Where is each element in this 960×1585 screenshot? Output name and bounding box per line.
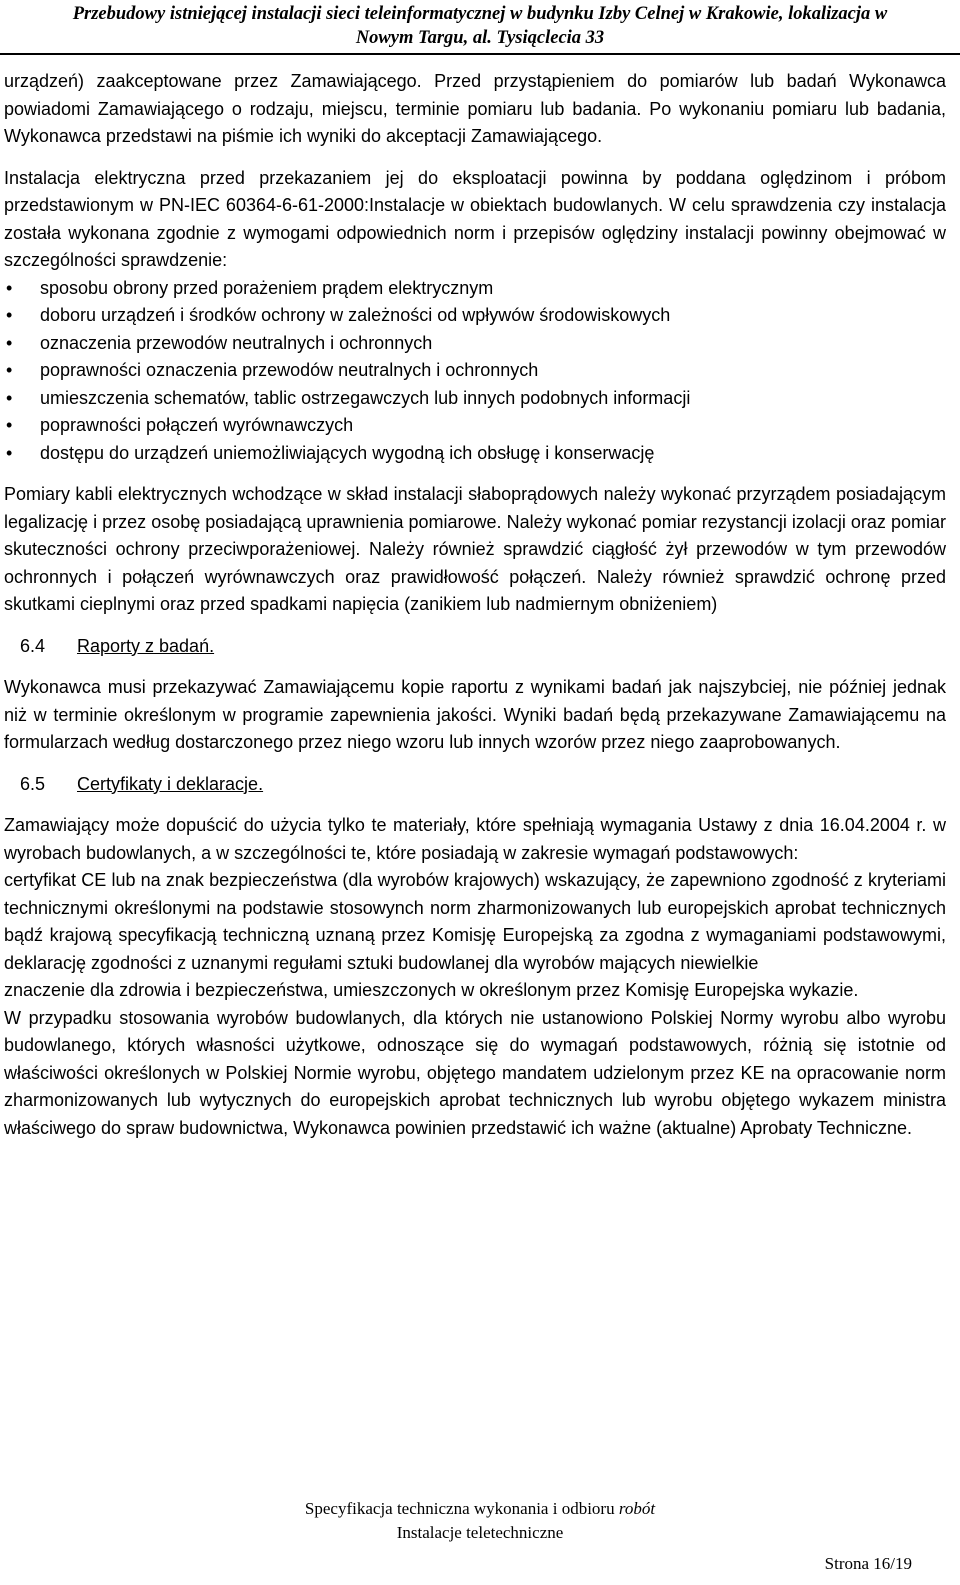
header-line-1: Przebudowy istniejącej instalacji sieci teleinformatycznej w budynku Izby Celnej w Krakowie, lokalizacja w bbox=[72, 4, 888, 24]
header-line-2: Nowym Targu, al. Tysiąclecia 33 bbox=[355, 28, 605, 48]
section-number: 6.5 bbox=[20, 773, 46, 794]
paragraph: W przypadku stosowania wyrobów budowlanych, dla których nie ustanowiono Polskiej Normy wyrobu albo wyrobu budowlanego, których własności użytkowe, odnoszące się do wymagań podstawowych, różnią się istotnie od właściwości określonych w Polskiej Normie wyrobu, objętego mandatem udzielonym przez KE na opracowanie norm zharmonizowanych lub wytycznych do europejskich aprobat technicznych lub wyrobu objętego wykazem ministra właściwego do spraw budownictwa, Wykonawca powinien przedstawić ich ważne (aktualne) Aprobaty Techniczne. bbox=[4, 1007, 946, 1138]
bullet-icon: • bbox=[6, 305, 13, 325]
bullet-icon: • bbox=[6, 415, 13, 435]
paragraph: Instalacja elektryczna przed przekazaniem jej do eksploatacji powinna by poddana oględzinom i próbom przedstawionym w PN-IEC 60364-6-61-2000:Instalacje w obiektach budowlanych. W celu sprawdzenia czy instalacja została wykonana zgodnie z wymogami odpowiednich norm i przepisów oględziny instalacji powinny obejmować w szczególności sprawdzenie: bbox=[4, 167, 946, 270]
page-header bbox=[0, 2, 960, 50]
footer-line-1 bbox=[0, 1497, 960, 1521]
list-item-text: poprawności połączeń wyrównawczych bbox=[40, 415, 354, 435]
section-title: Certyfikaty i deklaracje. bbox=[77, 773, 264, 794]
list-item bbox=[4, 412, 946, 440]
paragraph: certyfikat CE lub na znak bezpieczeństwa (dla wyrobów krajowych) wskazujący, że zapewniono zgodność z kryteriami technicznymi określonymi na podstawie stosowynch norm zharmonizowanych lub europejskich aprobat technicznych bądź krajową specyfikacją techniczną uznaną przez Komisję Europejską za zgodna z wymaganiami podstawowymi, deklarację zgodności z uznanymi regułami sztuki budowlanej dla wyrobów mających niewielkie bbox=[4, 870, 946, 973]
bullet-icon: • bbox=[6, 277, 13, 298]
bullet-icon: • bbox=[6, 387, 13, 408]
section-heading-6-5 bbox=[4, 771, 946, 799]
footer-title-italic: robót bbox=[618, 1499, 656, 1518]
list-item-text: oznaczenia przewodów neutralnych i ochronnych bbox=[40, 332, 433, 353]
bullet-list bbox=[4, 275, 946, 468]
list-item-text: dostępu do urządzeń uniemożliwiających wygodną ich obsługę i konserwację bbox=[40, 442, 655, 463]
section-title: Raporty z badań. bbox=[77, 635, 215, 656]
page-number: Strona 16/19 bbox=[824, 1554, 912, 1573]
header-rule bbox=[0, 53, 960, 55]
list-item bbox=[4, 275, 946, 303]
footer-line-2: Instalacje teletechniczne bbox=[396, 1523, 564, 1542]
list-item bbox=[4, 302, 946, 330]
list-item bbox=[4, 357, 946, 385]
paragraph: Wykonawca musi przekazywać Zamawiającemu kopie raportu z wynikami badań jak najszybciej, nie później jednak niż w terminie określonym w programie zapewnienia jakości. Wyniki badań będą przekazywane Zamawiającemu na formularzach według dostarczonego przez niego wzoru lub innych wzorów przez niego zaaprobowanych. bbox=[4, 677, 946, 752]
section-number: 6.4 bbox=[20, 635, 46, 656]
footer-title: Specyfikacja techniczna wykonania i odbioru bbox=[304, 1499, 615, 1518]
paragraph: urządzeń) zaakceptowane przez Zamawiającego. Przed przystąpieniem do pomiarów lub badań Wykonawca powiadomi Zamawiającego o rodzaju, miejscu, terminie pomiaru lub badania. Po wykonaniu pomiaru lub badania, Wykonawca przedstawi na piśmie ich wyniki do akceptacji Zamawiającego. bbox=[4, 71, 946, 146]
page-footer bbox=[0, 1497, 960, 1545]
bullet-icon: • bbox=[6, 442, 13, 463]
bullet-icon: • bbox=[6, 332, 13, 353]
list-item-text: umieszczenia schematów, tablic ostrzegawczych lub innych podobnych informacji bbox=[40, 387, 691, 408]
bullet-icon: • bbox=[6, 360, 13, 380]
list-item-text: poprawności oznaczenia przewodów neutralnych i ochronnych bbox=[40, 360, 539, 380]
document-body bbox=[4, 68, 946, 1142]
section-heading-6-4 bbox=[4, 633, 946, 661]
list-item-text: sposobu obrony przed porażeniem prądem elektrycznym bbox=[40, 277, 494, 298]
list-item bbox=[4, 385, 946, 413]
list-item bbox=[4, 440, 946, 468]
list-item-text: doboru urządzeń i środków ochrony w zależności od wpływów środowiskowych bbox=[40, 305, 671, 325]
paragraph: znaczenie dla zdrowia i bezpieczeństwa, umieszczonych w określonym przez Komisję Europejska wykazie. bbox=[4, 980, 859, 1000]
paragraph: Zamawiający może dopuścić do użycia tylko te materiały, które spełniają wymagania Ustawy z dnia 16.04.2004 r. w wyrobach budowlanych, a w szczególności te, które posiadają w zakresie wymagań podstawowych: bbox=[4, 815, 946, 863]
paragraph: Pomiary kabli elektrycznych wchodzące w skład instalacji słaboprądowych należy wykonać przyrządem posiadającym legalizację i przez osobę posiadającą uprawnienia pomiarowe. Należy wykonać pomiar rezystancji izolacji oraz pomiar skuteczności ochrony przeciwporażeniowej. Należy również sprawdzić ciągłość żył przewodów w tym przewodów ochronnych i połączeń wyrównawczych oraz prawidłowość połączeń. Należy również sprawdzić ochronę przed skutkami cieplnymi oraz przed spadkami napięcia (zanikiem lub nadmiernym obniżeniem) bbox=[4, 484, 946, 614]
list-item bbox=[4, 330, 946, 358]
